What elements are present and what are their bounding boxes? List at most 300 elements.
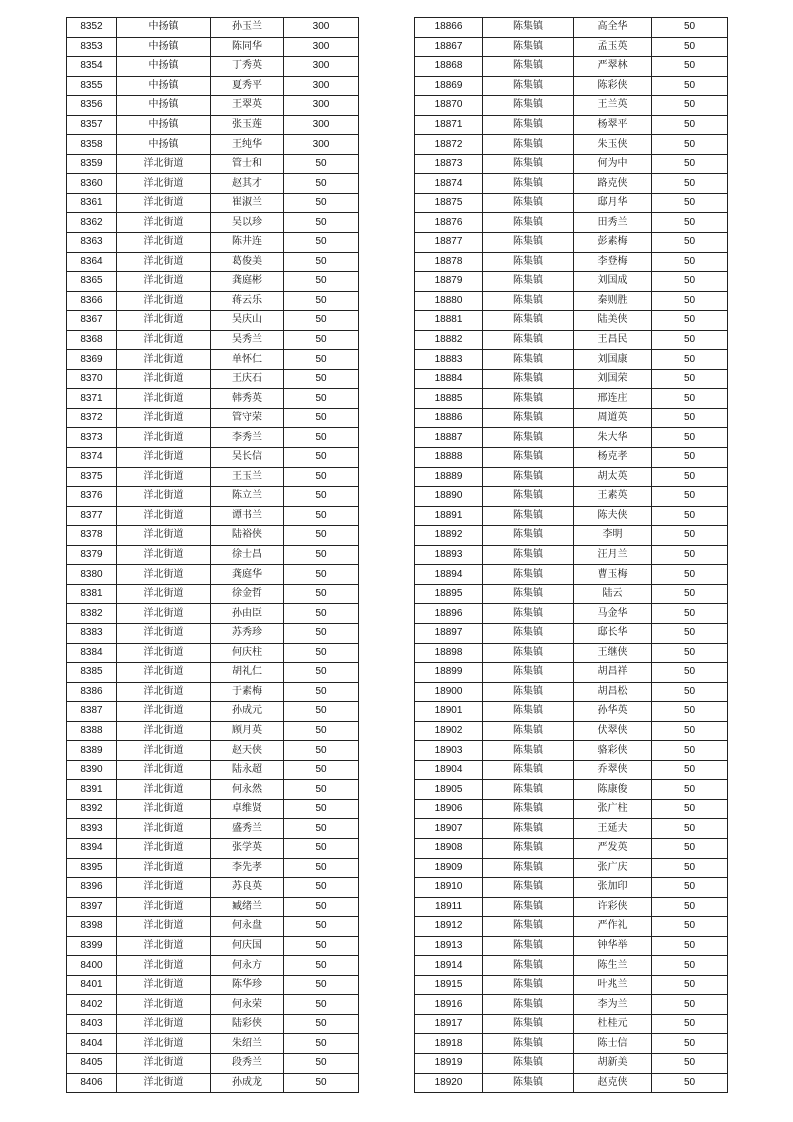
name-cell: 骆彩侠 bbox=[574, 741, 652, 761]
row-number-cell: 18887 bbox=[415, 428, 483, 448]
row-number-cell: 18920 bbox=[415, 1073, 483, 1093]
amount-cell: 50 bbox=[284, 956, 359, 976]
amount-cell: 50 bbox=[652, 1053, 728, 1073]
amount-cell: 50 bbox=[284, 233, 359, 253]
row-number-cell: 18890 bbox=[415, 487, 483, 507]
town-cell: 洋北街道 bbox=[117, 408, 211, 428]
amount-cell: 50 bbox=[652, 291, 728, 311]
amount-cell: 50 bbox=[284, 526, 359, 546]
name-cell: 赵克侠 bbox=[574, 1073, 652, 1093]
table-row bbox=[67, 57, 359, 77]
amount-cell: 50 bbox=[652, 213, 728, 233]
name-cell: 朱大华 bbox=[574, 428, 652, 448]
name-cell: 夏秀平 bbox=[211, 76, 284, 96]
amount-cell: 50 bbox=[284, 897, 359, 917]
table-row bbox=[415, 57, 728, 77]
amount-cell: 50 bbox=[652, 467, 728, 487]
amount-cell: 50 bbox=[652, 1073, 728, 1093]
row-number-cell: 18897 bbox=[415, 623, 483, 643]
amount-cell: 50 bbox=[284, 193, 359, 213]
name-cell: 何为中 bbox=[574, 154, 652, 174]
town-cell: 洋北街道 bbox=[117, 682, 211, 702]
amount-cell: 50 bbox=[652, 506, 728, 526]
name-cell: 徐金哲 bbox=[211, 584, 284, 604]
row-number-cell: 8369 bbox=[67, 350, 117, 370]
amount-cell: 50 bbox=[652, 252, 728, 272]
amount-cell: 50 bbox=[284, 780, 359, 800]
amount-cell: 50 bbox=[284, 975, 359, 995]
row-number-cell: 18867 bbox=[415, 37, 483, 57]
row-number-cell: 8358 bbox=[67, 135, 117, 155]
row-number-cell: 8365 bbox=[67, 272, 117, 292]
town-cell: 陈集镇 bbox=[483, 721, 574, 741]
amount-cell: 50 bbox=[652, 799, 728, 819]
town-cell: 洋北街道 bbox=[117, 545, 211, 565]
row-number-cell: 8370 bbox=[67, 369, 117, 389]
town-cell: 陈集镇 bbox=[483, 799, 574, 819]
table-row bbox=[415, 956, 728, 976]
amount-cell: 50 bbox=[652, 819, 728, 839]
amount-cell: 50 bbox=[652, 682, 728, 702]
name-cell: 管守荣 bbox=[211, 408, 284, 428]
table-row bbox=[415, 526, 728, 546]
name-cell: 朱玉侠 bbox=[574, 135, 652, 155]
row-number-cell: 18900 bbox=[415, 682, 483, 702]
table-row bbox=[415, 506, 728, 526]
table-row bbox=[415, 878, 728, 898]
row-number-cell: 18903 bbox=[415, 741, 483, 761]
town-cell: 陈集镇 bbox=[483, 311, 574, 331]
row-number-cell: 8378 bbox=[67, 526, 117, 546]
town-cell: 中扬镇 bbox=[117, 135, 211, 155]
table-row bbox=[415, 936, 728, 956]
name-cell: 胡昌松 bbox=[574, 682, 652, 702]
amount-cell: 50 bbox=[284, 604, 359, 624]
amount-cell: 50 bbox=[652, 96, 728, 116]
name-cell: 周道英 bbox=[574, 408, 652, 428]
row-number-cell: 8388 bbox=[67, 721, 117, 741]
amount-cell: 50 bbox=[284, 1034, 359, 1054]
name-cell: 王延夫 bbox=[574, 819, 652, 839]
table-row bbox=[415, 1014, 728, 1034]
town-cell: 陈集镇 bbox=[483, 135, 574, 155]
row-number-cell: 18892 bbox=[415, 526, 483, 546]
table-row bbox=[67, 819, 359, 839]
row-number-cell: 18910 bbox=[415, 878, 483, 898]
town-cell: 洋北街道 bbox=[117, 369, 211, 389]
name-cell: 田秀兰 bbox=[574, 213, 652, 233]
name-cell: 杜桂元 bbox=[574, 1014, 652, 1034]
name-cell: 严翠林 bbox=[574, 57, 652, 77]
name-cell: 张玉莲 bbox=[211, 115, 284, 135]
table-row bbox=[67, 526, 359, 546]
table-row bbox=[415, 96, 728, 116]
amount-cell: 50 bbox=[284, 252, 359, 272]
table-row bbox=[67, 96, 359, 116]
amount-cell: 300 bbox=[284, 37, 359, 57]
amount-cell: 50 bbox=[652, 663, 728, 683]
amount-cell: 50 bbox=[284, 858, 359, 878]
table-row bbox=[67, 545, 359, 565]
amount-cell: 50 bbox=[652, 897, 728, 917]
row-number-cell: 18898 bbox=[415, 643, 483, 663]
table-row bbox=[67, 604, 359, 624]
name-cell: 孟玉英 bbox=[574, 37, 652, 57]
amount-cell: 50 bbox=[284, 154, 359, 174]
name-cell: 赵天侠 bbox=[211, 741, 284, 761]
town-cell: 中扬镇 bbox=[117, 96, 211, 116]
town-cell: 洋北街道 bbox=[117, 448, 211, 468]
town-cell: 陈集镇 bbox=[483, 995, 574, 1015]
town-cell: 洋北街道 bbox=[117, 193, 211, 213]
name-cell: 于素梅 bbox=[211, 682, 284, 702]
name-cell: 丁秀英 bbox=[211, 57, 284, 77]
amount-cell: 50 bbox=[652, 272, 728, 292]
town-cell: 洋北街道 bbox=[117, 917, 211, 937]
amount-cell: 50 bbox=[652, 389, 728, 409]
row-number-cell: 8400 bbox=[67, 956, 117, 976]
town-cell: 洋北街道 bbox=[117, 487, 211, 507]
amount-cell: 50 bbox=[652, 428, 728, 448]
amount-cell: 50 bbox=[284, 878, 359, 898]
table-row bbox=[67, 643, 359, 663]
row-number-cell: 8380 bbox=[67, 565, 117, 585]
table-row bbox=[67, 623, 359, 643]
name-cell: 韩秀英 bbox=[211, 389, 284, 409]
table-row bbox=[67, 37, 359, 57]
town-cell: 陈集镇 bbox=[483, 233, 574, 253]
town-cell: 陈集镇 bbox=[483, 1014, 574, 1034]
town-cell: 陈集镇 bbox=[483, 467, 574, 487]
amount-cell: 50 bbox=[652, 878, 728, 898]
town-cell: 洋北街道 bbox=[117, 1073, 211, 1093]
town-cell: 陈集镇 bbox=[483, 174, 574, 194]
table-row bbox=[67, 702, 359, 722]
table-row bbox=[415, 917, 728, 937]
town-cell: 洋北街道 bbox=[117, 721, 211, 741]
row-number-cell: 18872 bbox=[415, 135, 483, 155]
town-cell: 陈集镇 bbox=[483, 526, 574, 546]
row-number-cell: 18889 bbox=[415, 467, 483, 487]
town-cell: 陈集镇 bbox=[483, 780, 574, 800]
name-cell: 孙玉兰 bbox=[211, 18, 284, 38]
amount-cell: 50 bbox=[652, 604, 728, 624]
table-row bbox=[67, 487, 359, 507]
row-number-cell: 8397 bbox=[67, 897, 117, 917]
town-cell: 陈集镇 bbox=[483, 819, 574, 839]
amount-cell: 50 bbox=[284, 936, 359, 956]
name-cell: 陈士信 bbox=[574, 1034, 652, 1054]
row-number-cell: 18885 bbox=[415, 389, 483, 409]
town-cell: 陈集镇 bbox=[483, 682, 574, 702]
table-row bbox=[67, 565, 359, 585]
row-number-cell: 8356 bbox=[67, 96, 117, 116]
table-row bbox=[67, 18, 359, 38]
town-cell: 陈集镇 bbox=[483, 1073, 574, 1093]
amount-cell: 50 bbox=[652, 174, 728, 194]
table-row bbox=[67, 1073, 359, 1093]
table-row bbox=[67, 154, 359, 174]
table-row bbox=[67, 174, 359, 194]
town-cell: 陈集镇 bbox=[483, 369, 574, 389]
name-cell: 孙由臣 bbox=[211, 604, 284, 624]
table-row bbox=[415, 545, 728, 565]
row-number-cell: 8405 bbox=[67, 1053, 117, 1073]
table-row bbox=[67, 936, 359, 956]
name-cell: 苏秀珍 bbox=[211, 623, 284, 643]
name-cell: 杨翠平 bbox=[574, 115, 652, 135]
table-row bbox=[415, 467, 728, 487]
name-cell: 胡昌祥 bbox=[574, 663, 652, 683]
table-row bbox=[415, 76, 728, 96]
amount-cell: 300 bbox=[284, 18, 359, 38]
amount-cell: 50 bbox=[284, 506, 359, 526]
row-number-cell: 18911 bbox=[415, 897, 483, 917]
name-cell: 王庆石 bbox=[211, 369, 284, 389]
name-cell: 李为兰 bbox=[574, 995, 652, 1015]
table-row bbox=[415, 311, 728, 331]
row-number-cell: 8390 bbox=[67, 760, 117, 780]
town-cell: 陈集镇 bbox=[483, 272, 574, 292]
town-cell: 陈集镇 bbox=[483, 545, 574, 565]
table-row bbox=[67, 115, 359, 135]
table-row bbox=[67, 995, 359, 1015]
town-cell: 洋北街道 bbox=[117, 291, 211, 311]
town-cell: 洋北街道 bbox=[117, 526, 211, 546]
table-row bbox=[67, 1034, 359, 1054]
town-cell: 陈集镇 bbox=[483, 584, 574, 604]
amount-cell: 50 bbox=[284, 545, 359, 565]
amount-cell: 50 bbox=[284, 721, 359, 741]
town-cell: 洋北街道 bbox=[117, 350, 211, 370]
name-cell: 张加印 bbox=[574, 878, 652, 898]
amount-cell: 300 bbox=[284, 57, 359, 77]
town-cell: 陈集镇 bbox=[483, 428, 574, 448]
row-number-cell: 8386 bbox=[67, 682, 117, 702]
row-number-cell: 8362 bbox=[67, 213, 117, 233]
amount-cell: 50 bbox=[652, 702, 728, 722]
table-row bbox=[67, 369, 359, 389]
row-number-cell: 18904 bbox=[415, 760, 483, 780]
table-row bbox=[67, 741, 359, 761]
name-cell: 李先孝 bbox=[211, 858, 284, 878]
name-cell: 何永方 bbox=[211, 956, 284, 976]
table-row bbox=[67, 506, 359, 526]
town-cell: 陈集镇 bbox=[483, 838, 574, 858]
town-cell: 洋北街道 bbox=[117, 819, 211, 839]
town-cell: 陈集镇 bbox=[483, 330, 574, 350]
town-cell: 陈集镇 bbox=[483, 760, 574, 780]
town-cell: 陈集镇 bbox=[483, 252, 574, 272]
table-row bbox=[415, 741, 728, 761]
name-cell: 许彩侠 bbox=[574, 897, 652, 917]
town-cell: 洋北街道 bbox=[117, 1034, 211, 1054]
name-cell: 刘国康 bbox=[574, 350, 652, 370]
row-number-cell: 18871 bbox=[415, 115, 483, 135]
row-number-cell: 8368 bbox=[67, 330, 117, 350]
name-cell: 李明 bbox=[574, 526, 652, 546]
amount-cell: 50 bbox=[284, 272, 359, 292]
name-cell: 葛俊美 bbox=[211, 252, 284, 272]
name-cell: 卓维贤 bbox=[211, 799, 284, 819]
name-cell: 钟华举 bbox=[574, 936, 652, 956]
table-row bbox=[67, 663, 359, 683]
amount-cell: 50 bbox=[652, 643, 728, 663]
right-table bbox=[414, 17, 728, 1093]
amount-cell: 50 bbox=[284, 330, 359, 350]
table-row bbox=[415, 350, 728, 370]
town-cell: 陈集镇 bbox=[483, 604, 574, 624]
name-cell: 吴长信 bbox=[211, 448, 284, 468]
table-row bbox=[67, 311, 359, 331]
town-cell: 陈集镇 bbox=[483, 1034, 574, 1054]
table-row bbox=[415, 780, 728, 800]
name-cell: 吴秀兰 bbox=[211, 330, 284, 350]
name-cell: 胡新美 bbox=[574, 1053, 652, 1073]
row-number-cell: 18919 bbox=[415, 1053, 483, 1073]
amount-cell: 300 bbox=[284, 115, 359, 135]
amount-cell: 50 bbox=[284, 663, 359, 683]
name-cell: 何永荣 bbox=[211, 995, 284, 1015]
amount-cell: 50 bbox=[652, 369, 728, 389]
table-row bbox=[415, 272, 728, 292]
amount-cell: 50 bbox=[284, 565, 359, 585]
town-cell: 洋北街道 bbox=[117, 799, 211, 819]
row-number-cell: 8391 bbox=[67, 780, 117, 800]
town-cell: 陈集镇 bbox=[483, 878, 574, 898]
name-cell: 彭素梅 bbox=[574, 233, 652, 253]
table-row bbox=[67, 272, 359, 292]
name-cell: 秦则胜 bbox=[574, 291, 652, 311]
town-cell: 洋北街道 bbox=[117, 330, 211, 350]
town-cell: 中扬镇 bbox=[117, 57, 211, 77]
table-row bbox=[67, 878, 359, 898]
table-row bbox=[67, 252, 359, 272]
left-table bbox=[66, 17, 359, 1093]
row-number-cell: 18873 bbox=[415, 154, 483, 174]
row-number-cell: 8402 bbox=[67, 995, 117, 1015]
table-row bbox=[67, 467, 359, 487]
row-number-cell: 18876 bbox=[415, 213, 483, 233]
table-row bbox=[415, 154, 728, 174]
name-cell: 陆美侠 bbox=[574, 311, 652, 331]
table-row bbox=[67, 799, 359, 819]
name-cell: 龚庭华 bbox=[211, 565, 284, 585]
town-cell: 洋北街道 bbox=[117, 604, 211, 624]
row-number-cell: 8382 bbox=[67, 604, 117, 624]
row-number-cell: 8375 bbox=[67, 467, 117, 487]
town-cell: 洋北街道 bbox=[117, 428, 211, 448]
row-number-cell: 18891 bbox=[415, 506, 483, 526]
table-row bbox=[415, 760, 728, 780]
town-cell: 中扬镇 bbox=[117, 115, 211, 135]
row-number-cell: 8392 bbox=[67, 799, 117, 819]
name-cell: 王兰英 bbox=[574, 96, 652, 116]
row-number-cell: 18874 bbox=[415, 174, 483, 194]
amount-cell: 50 bbox=[284, 760, 359, 780]
town-cell: 洋北街道 bbox=[117, 780, 211, 800]
town-cell: 洋北街道 bbox=[117, 878, 211, 898]
amount-cell: 50 bbox=[652, 154, 728, 174]
name-cell: 单怀仁 bbox=[211, 350, 284, 370]
amount-cell: 50 bbox=[652, 936, 728, 956]
row-number-cell: 8357 bbox=[67, 115, 117, 135]
amount-cell: 50 bbox=[652, 760, 728, 780]
table-row bbox=[415, 897, 728, 917]
town-cell: 洋北街道 bbox=[117, 565, 211, 585]
name-cell: 杨克孝 bbox=[574, 448, 652, 468]
table-row bbox=[415, 428, 728, 448]
row-number-cell: 18886 bbox=[415, 408, 483, 428]
row-number-cell: 8383 bbox=[67, 623, 117, 643]
town-cell: 陈集镇 bbox=[483, 213, 574, 233]
table-row bbox=[415, 643, 728, 663]
town-cell: 洋北街道 bbox=[117, 975, 211, 995]
town-cell: 陈集镇 bbox=[483, 936, 574, 956]
row-number-cell: 8371 bbox=[67, 389, 117, 409]
town-cell: 陈集镇 bbox=[483, 1053, 574, 1073]
town-cell: 洋北街道 bbox=[117, 174, 211, 194]
town-cell: 洋北街道 bbox=[117, 272, 211, 292]
table-row bbox=[415, 975, 728, 995]
table-row bbox=[415, 799, 728, 819]
name-cell: 马金华 bbox=[574, 604, 652, 624]
name-cell: 盛秀兰 bbox=[211, 819, 284, 839]
name-cell: 陈康俊 bbox=[574, 780, 652, 800]
town-cell: 洋北街道 bbox=[117, 1014, 211, 1034]
table-row bbox=[67, 350, 359, 370]
row-number-cell: 18894 bbox=[415, 565, 483, 585]
row-number-cell: 8401 bbox=[67, 975, 117, 995]
name-cell: 叶兆兰 bbox=[574, 975, 652, 995]
name-cell: 王继侠 bbox=[574, 643, 652, 663]
name-cell: 谭书兰 bbox=[211, 506, 284, 526]
row-number-cell: 8354 bbox=[67, 57, 117, 77]
town-cell: 陈集镇 bbox=[483, 623, 574, 643]
table-row bbox=[415, 702, 728, 722]
row-number-cell: 8406 bbox=[67, 1073, 117, 1093]
row-number-cell: 8352 bbox=[67, 18, 117, 38]
row-number-cell: 18901 bbox=[415, 702, 483, 722]
row-number-cell: 8381 bbox=[67, 584, 117, 604]
row-number-cell: 18878 bbox=[415, 252, 483, 272]
name-cell: 王玉兰 bbox=[211, 467, 284, 487]
amount-cell: 50 bbox=[652, 526, 728, 546]
amount-cell: 50 bbox=[652, 975, 728, 995]
name-cell: 王昌民 bbox=[574, 330, 652, 350]
name-cell: 王素英 bbox=[574, 487, 652, 507]
town-cell: 陈集镇 bbox=[483, 408, 574, 428]
amount-cell: 50 bbox=[652, 57, 728, 77]
row-number-cell: 8376 bbox=[67, 487, 117, 507]
town-cell: 陈集镇 bbox=[483, 487, 574, 507]
row-number-cell: 18916 bbox=[415, 995, 483, 1015]
table-row bbox=[415, 193, 728, 213]
town-cell: 洋北街道 bbox=[117, 584, 211, 604]
amount-cell: 50 bbox=[284, 682, 359, 702]
amount-cell: 50 bbox=[652, 350, 728, 370]
name-cell: 陈华珍 bbox=[211, 975, 284, 995]
row-number-cell: 18906 bbox=[415, 799, 483, 819]
amount-cell: 50 bbox=[652, 37, 728, 57]
town-cell: 洋北街道 bbox=[117, 1053, 211, 1073]
row-number-cell: 8395 bbox=[67, 858, 117, 878]
amount-cell: 50 bbox=[652, 565, 728, 585]
town-cell: 陈集镇 bbox=[483, 858, 574, 878]
amount-cell: 50 bbox=[284, 487, 359, 507]
town-cell: 陈集镇 bbox=[483, 956, 574, 976]
row-number-cell: 8384 bbox=[67, 643, 117, 663]
